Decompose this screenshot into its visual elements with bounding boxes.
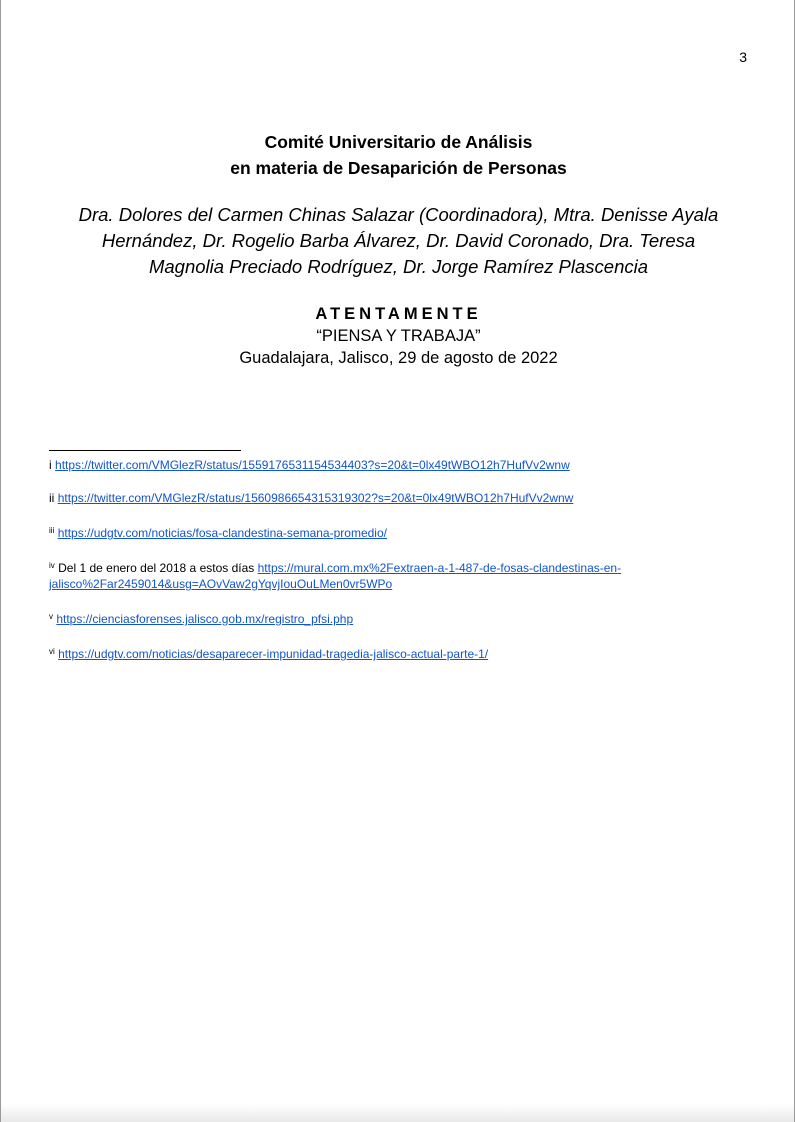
footnote-mark: iv bbox=[49, 561, 55, 570]
footnote-link[interactable]: https://udgtv.com/noticias/fosa-clandestina-semana-promedio/ bbox=[57, 526, 387, 540]
closing-attentively: ATENTAMENTE bbox=[315, 305, 482, 323]
footnote-mark: ii bbox=[49, 491, 55, 505]
members-line-3: Magnolia Preciado Rodríguez, Dr. Jorge Ramírez Plascencia bbox=[148, 256, 649, 277]
footnote-6 bbox=[49, 644, 769, 662]
footnote-5 bbox=[49, 609, 769, 627]
footnote-separator bbox=[49, 450, 241, 451]
footnote-4 bbox=[49, 558, 769, 592]
footnotes bbox=[49, 457, 769, 679]
footnote-link[interactable]: https://cienciasforenses.jalisco.gob.mx/registro_pfsi.php bbox=[56, 612, 354, 626]
members-line-2: Hernández, Dr. Rogelio Barba Álvarez, Dr. David Coronado, Dra. Teresa bbox=[101, 230, 696, 251]
committee-title bbox=[1, 129, 795, 181]
footnote-link[interactable]: https://twitter.com/VMGlezR/status/1560986654315319302?s=20&t=0lx49tWBO12h7HufVv2wnw bbox=[57, 491, 574, 505]
footnote-link[interactable]: https://twitter.com/VMGlezR/status/1559176531154534403?s=20&t=0lx49tWBO12h7HufVv2wnw bbox=[55, 458, 570, 472]
footnote-mark: v bbox=[49, 612, 53, 621]
footnote-mark: i bbox=[49, 458, 52, 472]
footnote-3 bbox=[49, 523, 769, 541]
committee-members bbox=[63, 202, 734, 280]
footnote-2 bbox=[49, 490, 769, 506]
closing-place-date: Guadalajara, Jalisco, 29 de agosto de 2022 bbox=[239, 349, 558, 367]
footnote-link[interactable]: https://udgtv.com/noticias/desaparecer-impunidad-tragedia-jalisco-actual-parte-1/ bbox=[58, 647, 489, 661]
committee-title-line-1: Comité Universitario de Análisis bbox=[264, 132, 533, 152]
members-line-1: Dra. Dolores del Carmen Chinas Salazar (Coordinadora), Mtra. Denisse Ayala bbox=[78, 204, 719, 225]
page-number: 3 bbox=[739, 49, 747, 65]
closing-block bbox=[1, 303, 795, 369]
footnote-mark: iii bbox=[49, 526, 55, 535]
footnote-link[interactable]: https://mural.com.mx%2Fextraen-a-1-487-de-fosas-clandestinas-en- bbox=[257, 561, 622, 575]
committee-title-line-2: en materia de Desaparición de Personas bbox=[230, 158, 567, 178]
footnote-link-continued[interactable]: jalisco%2Far2459014&usg=AOvVaw2gYqvjIouOuLMen0vr5WPo bbox=[49, 577, 393, 591]
closing-motto: “PIENSA Y TRABAJA” bbox=[316, 327, 481, 345]
footnote-text: Del 1 de enero del 2018 a estos días bbox=[58, 561, 255, 575]
footnote-mark: vi bbox=[49, 647, 55, 656]
footnote-1 bbox=[49, 457, 769, 473]
page-bottom-edge bbox=[1, 1104, 794, 1122]
